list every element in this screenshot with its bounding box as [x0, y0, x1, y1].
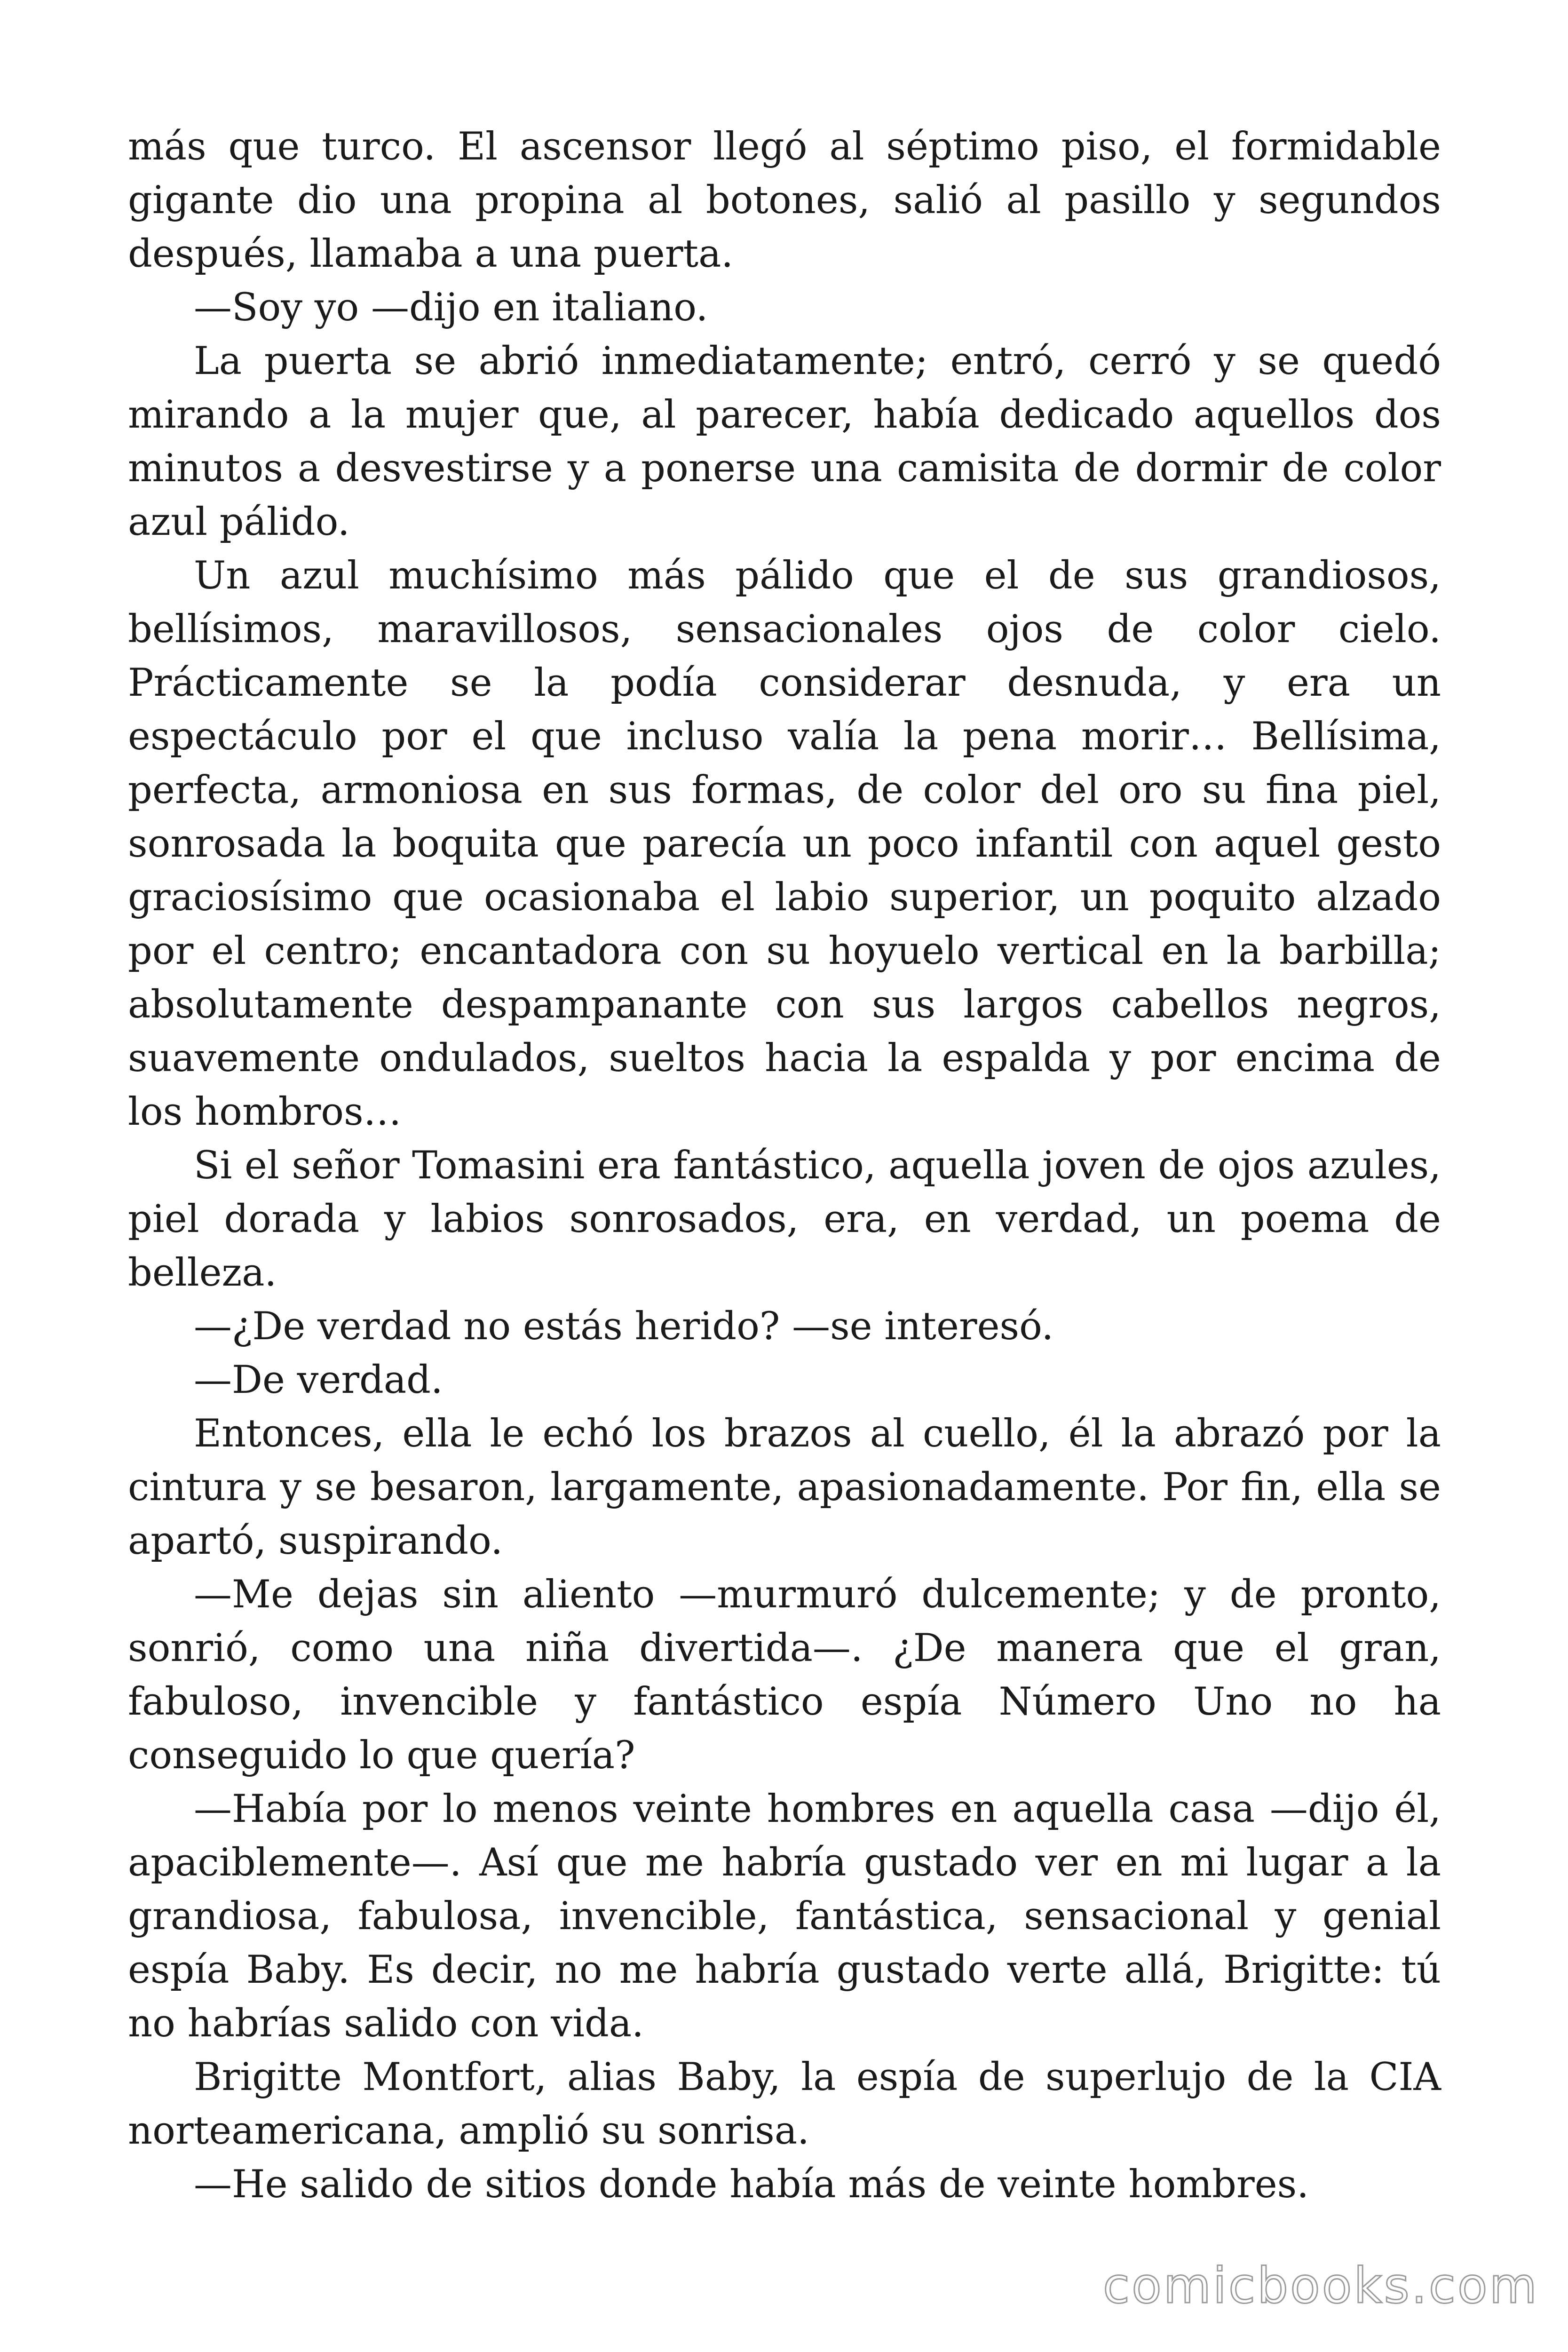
paragraph: —He salido de sitios donde había más de veinte hombres. [194, 2162, 1309, 2207]
paragraph: Un azul muchísimo más pálido que el de sus grandiosos, bellísimos, maravillosos, sensacionales ojos de color cielo. Prácticamente se la podía considerar desnuda, y era un espectáculo por el que incluso valía la pena morir… Bellísima, perfecta, armoniosa en sus formas, de color del oro su fina piel, sonrosada la boquita que parecía un poco infantil con aquel gesto graciosísimo que ocasionaba el labio superior, un poquito alzado por el centro; encantadora con su hoyuelo vertical en la barbilla; absolutamente despampanante con sus largos cabellos negros, suavemente ondulados, sueltos hacia la espalda y por encima de los hombros… [128, 554, 1441, 1134]
paragraph: —Me dejas sin aliento —murmuró dulcemente; y de pronto, sonrió, como una niña divertida—. ¿De manera que el gran, fabuloso, invencible y fantástico espía Número Uno no ha conseguido lo que quería? [128, 1573, 1441, 1778]
paragraph: —Soy yo —dijo en italiano. [194, 286, 708, 330]
paragraph: —¿De verdad no estás herido? —se interesó. [194, 1304, 1054, 1349]
paragraph: —De verdad. [194, 1358, 443, 1402]
paragraph: La puerta se abrió inmediatamente; entró, cerró y se quedó mirando a la mujer que, al parecer, había dedicado aquellos dos minutos a desvestirse y a ponerse una camisita de dormir de color azul pálido. [128, 339, 1441, 544]
paragraph: Si el señor Tomasini era fantástico, aquella joven de ojos azules, piel dorada y labios sonrosados, era, en verdad, un poema de belleza. [128, 1144, 1441, 1295]
paragraph: Brigitte Montfort, alias Baby, la espía de superlujo de la CIA norteamericana, amplió su sonrisa. [128, 2055, 1441, 2153]
paragraph: Entonces, ella le echó los brazos al cuello, él la abrazó por la cintura y se besaron, largamente, apasionadamente. Por fin, ella se apartó, suspirando. [128, 1412, 1441, 1563]
body-text [128, 120, 1441, 2211]
paragraph: más que turco. El ascensor llegó al séptimo piso, el formidable gigante dio una propina al botones, salió al pasillo y segundos después, llamaba a una puerta. [128, 125, 1441, 276]
watermark: comicbooks.com [1102, 2257, 1539, 2314]
paragraph: —Había por lo menos veinte hombres en aquella casa —dijo él, apaciblemente—. Así que me habría gustado ver en mi lugar a la grandiosa, fabulosa, invencible, fantástica, sensacional y genial espía Baby. Es decir, no me habría gustado verte allá, Brigitte: tú no habrías salido con vida. [128, 1787, 1441, 2046]
